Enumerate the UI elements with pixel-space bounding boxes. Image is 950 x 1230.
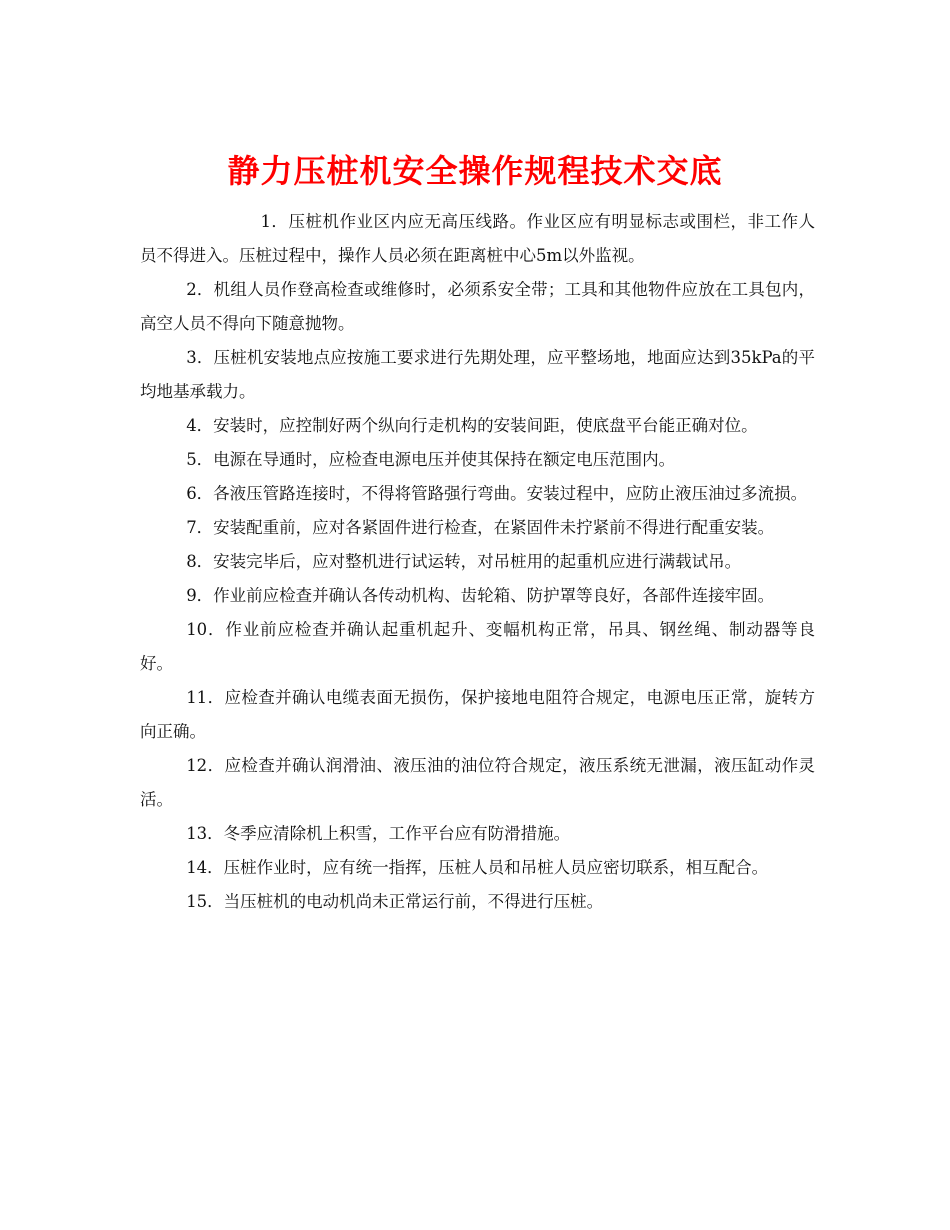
paragraph-12: 12．应检查并确认润滑油、液压油的油位符合规定，液压系统无泄漏，液压缸动作灵活。 [140, 756, 815, 809]
paragraph-14: 14．压桩作业时，应有统一指挥，压桩人员和吊桩人员应密切联系，相互配合。 [186, 858, 769, 877]
paragraph-15: 15．当压桩机的电动机尚未正常运行前，不得进行压桩。 [186, 892, 604, 911]
paragraph-7: 7．安装配重前，应对各紧固件进行检查，在紧固件未拧紧前不得进行配重安装。 [186, 518, 775, 537]
paragraph-13: 13．冬季应清除机上积雪，工作平台应有防滑措施。 [186, 824, 571, 843]
paragraph-8: 8．安装完毕后，应对整机进行试运转，对吊桩用的起重机应进行满载试吊。 [186, 552, 742, 571]
paragraph-4: 4．安装时，应控制好两个纵向行走机构的安装间距，使底盘平台能正确对位。 [186, 416, 758, 435]
paragraph-2: 2．机组人员作登高检查或维修时，必须系安全带；工具和其他物件应放在工具包内，高空人员不得向下随意抛物。 [140, 280, 815, 333]
paragraph-3: 3．压桩机安装地点应按施工要求进行先期处理，应平整场地，地面应达到35kPa的平均地基承载力。 [140, 348, 815, 401]
document-title: 静力压桩机安全操作规程技术交底 [227, 152, 723, 191]
paragraph-11: 11．应检查并确认电缆表面无损伤，保护接地电阻符合规定，电源电压正常，旋转方向正确。 [140, 688, 815, 741]
paragraph-5: 5．电源在导通时，应检查电源电压并使其保持在额定电压范围内。 [186, 450, 676, 469]
paragraph-10: 10．作业前应检查并确认起重机起升、变幅机构正常，吊具、钢丝绳、制动器等良好。 [140, 620, 815, 673]
paragraph-1: 1．压桩机作业区内应无高压线路。作业区应有明显标志或围栏，非工作人员不得进入。压桩过程中，操作人员必须在距离桩中心5m以外监视。 [140, 212, 815, 265]
document-body [140, 205, 815, 919]
paragraph-9: 9．作业前应检查并确认各传动机构、齿轮箱、防护罩等良好，各部件连接牢固。 [186, 586, 775, 605]
paragraph-6: 6．各液压管路连接时，不得将管路强行弯曲。安装过程中，应防止液压油过多流损。 [186, 484, 808, 503]
